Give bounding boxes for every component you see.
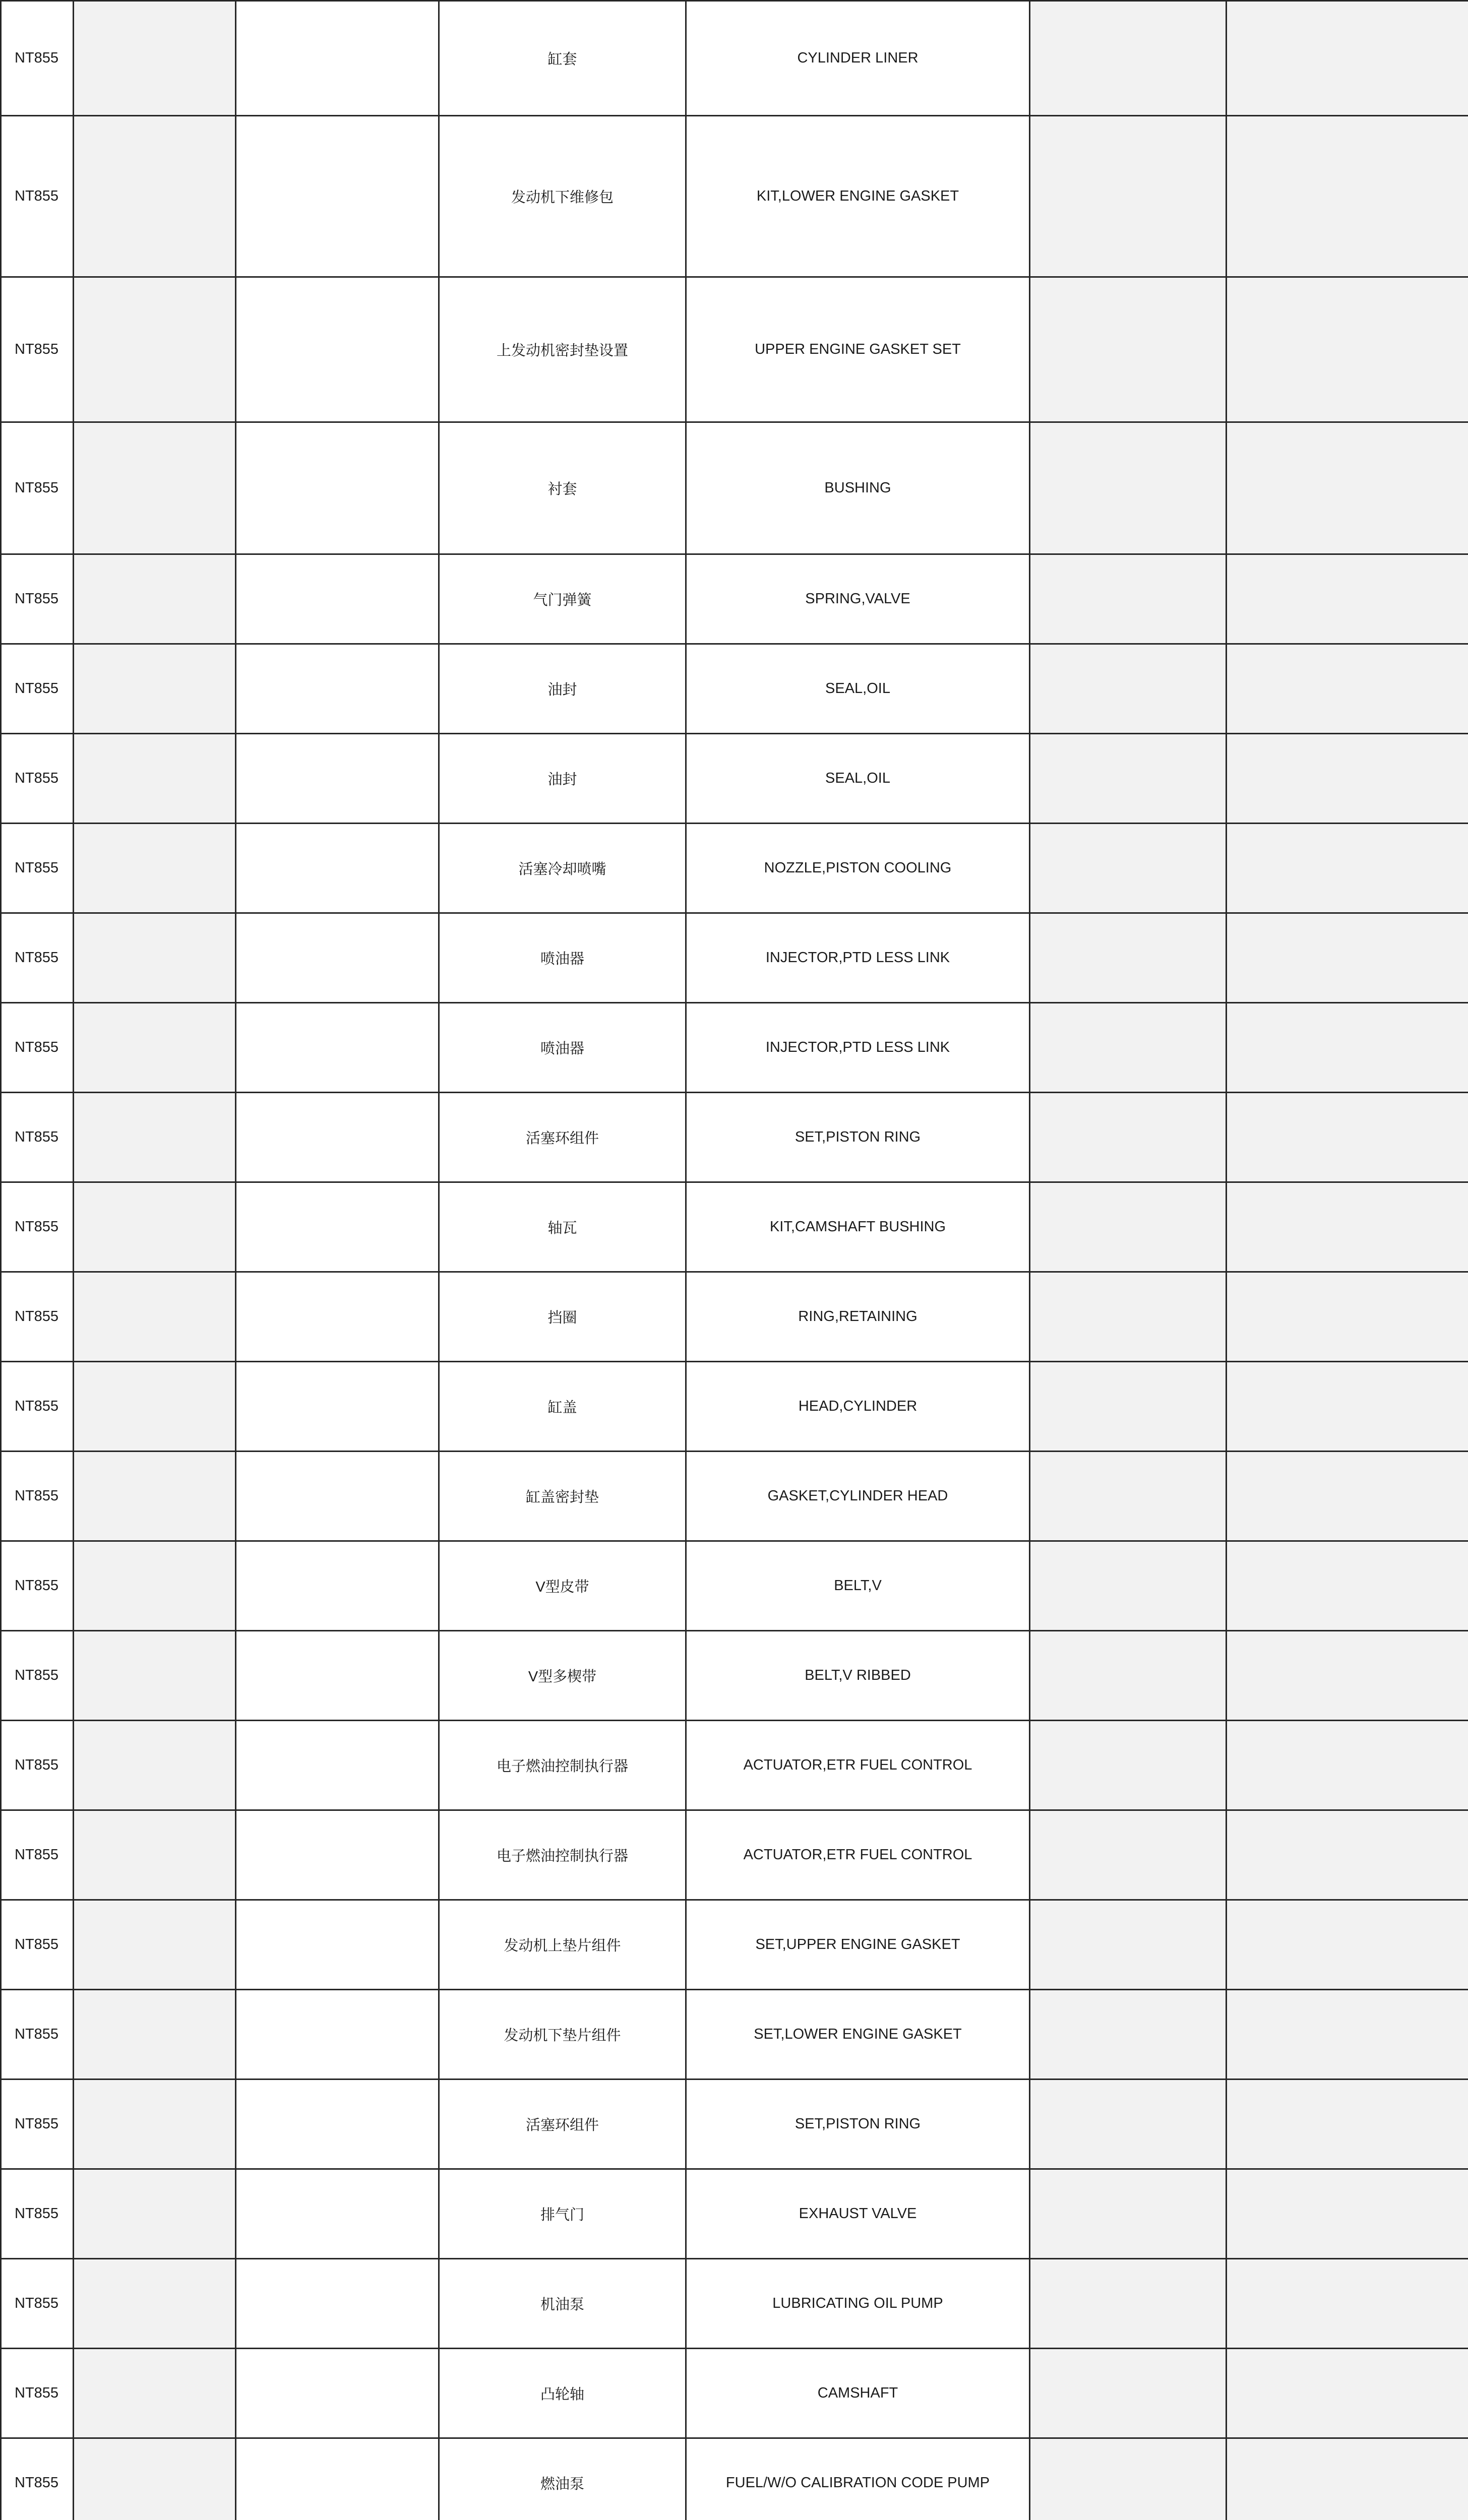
- model-cell: NT855: [1, 1093, 74, 1182]
- empty-cell: [1227, 1541, 1468, 1631]
- chinese-name-cell: V型皮带: [439, 1541, 686, 1631]
- empty-cell: [1030, 644, 1227, 734]
- table-row: [1, 277, 1468, 422]
- english-name-cell: BELT,V RIBBED: [686, 1631, 1030, 1721]
- empty-cell: [1227, 1810, 1468, 1900]
- empty-cell: [1030, 1182, 1227, 1272]
- table-row: [1, 1093, 1468, 1182]
- chinese-name-cell: 发动机上垫片组件: [439, 1900, 686, 1990]
- empty-cell: [1030, 1541, 1227, 1631]
- model-cell: NT855: [1, 734, 74, 824]
- chinese-name-cell: 缸盖密封垫: [439, 1452, 686, 1541]
- chinese-name-cell: V型多楔带: [439, 1631, 686, 1721]
- empty-cell: [1030, 554, 1227, 644]
- empty-cell: [1227, 1631, 1468, 1721]
- empty-cell: [74, 1721, 236, 1810]
- chinese-name-cell: 缸套: [439, 1, 686, 116]
- empty-cell: [1030, 2169, 1227, 2259]
- empty-cell: [236, 913, 439, 1003]
- empty-cell: [1030, 913, 1227, 1003]
- empty-cell: [1030, 1272, 1227, 1362]
- chinese-name-cell: 燃油泵: [439, 2438, 686, 2520]
- english-name-cell: BUSHING: [686, 422, 1030, 554]
- empty-cell: [1030, 1362, 1227, 1452]
- parts-table-body: [1, 1, 1468, 2520]
- table-row: [1, 2169, 1468, 2259]
- empty-cell: [236, 2080, 439, 2169]
- chinese-name-cell: 活塞环组件: [439, 2080, 686, 2169]
- chinese-name-cell: 缸盖: [439, 1362, 686, 1452]
- empty-cell: [74, 1452, 236, 1541]
- empty-cell: [74, 2259, 236, 2349]
- table-row: [1, 1362, 1468, 1452]
- model-cell: NT855: [1, 1182, 74, 1272]
- model-cell: NT855: [1, 2169, 74, 2259]
- model-cell: NT855: [1, 277, 74, 422]
- empty-cell: [236, 1452, 439, 1541]
- english-name-cell: CYLINDER LINER: [686, 1, 1030, 116]
- english-name-cell: SET,PISTON RING: [686, 1093, 1030, 1182]
- empty-cell: [1227, 422, 1468, 554]
- table-row: [1, 913, 1468, 1003]
- empty-cell: [74, 1900, 236, 1990]
- model-cell: NT855: [1, 913, 74, 1003]
- empty-cell: [236, 1093, 439, 1182]
- empty-cell: [1030, 2080, 1227, 2169]
- empty-cell: [236, 2259, 439, 2349]
- table-row: [1, 1990, 1468, 2080]
- model-cell: NT855: [1, 1990, 74, 2080]
- english-name-cell: HEAD,CYLINDER: [686, 1362, 1030, 1452]
- empty-cell: [74, 1, 236, 116]
- empty-cell: [1030, 116, 1227, 277]
- model-cell: NT855: [1, 2080, 74, 2169]
- empty-cell: [1227, 2438, 1468, 2520]
- empty-cell: [1030, 1900, 1227, 1990]
- table-row: [1, 1631, 1468, 1721]
- empty-cell: [1227, 1, 1468, 116]
- empty-cell: [1227, 2080, 1468, 2169]
- model-cell: NT855: [1, 422, 74, 554]
- empty-cell: [236, 1362, 439, 1452]
- empty-cell: [1030, 1093, 1227, 1182]
- empty-cell: [236, 2169, 439, 2259]
- model-cell: NT855: [1, 2259, 74, 2349]
- chinese-name-cell: 轴瓦: [439, 1182, 686, 1272]
- table-row: [1, 1272, 1468, 1362]
- table-row: [1, 1541, 1468, 1631]
- empty-cell: [74, 1990, 236, 2080]
- english-name-cell: SET,UPPER ENGINE GASKET: [686, 1900, 1030, 1990]
- empty-cell: [1227, 2349, 1468, 2438]
- empty-cell: [236, 2438, 439, 2520]
- empty-cell: [74, 1541, 236, 1631]
- english-name-cell: ACTUATOR,ETR FUEL CONTROL: [686, 1721, 1030, 1810]
- empty-cell: [74, 2349, 236, 2438]
- table-row: [1, 554, 1468, 644]
- empty-cell: [74, 1003, 236, 1093]
- empty-cell: [1227, 2259, 1468, 2349]
- chinese-name-cell: 气门弹簧: [439, 554, 686, 644]
- model-cell: NT855: [1, 1003, 74, 1093]
- empty-cell: [236, 824, 439, 913]
- table-row: [1, 2259, 1468, 2349]
- empty-cell: [1227, 1990, 1468, 2080]
- empty-cell: [1227, 1900, 1468, 1990]
- chinese-name-cell: 排气门: [439, 2169, 686, 2259]
- empty-cell: [1227, 1003, 1468, 1093]
- empty-cell: [74, 1093, 236, 1182]
- model-cell: NT855: [1, 824, 74, 913]
- empty-cell: [236, 1003, 439, 1093]
- english-name-cell: NOZZLE,PISTON COOLING: [686, 824, 1030, 913]
- empty-cell: [236, 116, 439, 277]
- empty-cell: [74, 913, 236, 1003]
- empty-cell: [1227, 734, 1468, 824]
- empty-cell: [1030, 422, 1227, 554]
- english-name-cell: KIT,LOWER ENGINE GASKET: [686, 116, 1030, 277]
- chinese-name-cell: 发动机下维修包: [439, 116, 686, 277]
- english-name-cell: GASKET,CYLINDER HEAD: [686, 1452, 1030, 1541]
- empty-cell: [74, 422, 236, 554]
- empty-cell: [1227, 913, 1468, 1003]
- model-cell: NT855: [1, 644, 74, 734]
- model-cell: NT855: [1, 1631, 74, 1721]
- english-name-cell: INJECTOR,PTD LESS LINK: [686, 913, 1030, 1003]
- empty-cell: [1030, 734, 1227, 824]
- empty-cell: [1227, 116, 1468, 277]
- empty-cell: [74, 1810, 236, 1900]
- empty-cell: [74, 734, 236, 824]
- table-row: [1, 1721, 1468, 1810]
- empty-cell: [236, 422, 439, 554]
- table-row: [1, 1810, 1468, 1900]
- empty-cell: [236, 1721, 439, 1810]
- empty-cell: [236, 644, 439, 734]
- empty-cell: [1227, 1452, 1468, 1541]
- empty-cell: [236, 1541, 439, 1631]
- model-cell: NT855: [1, 1362, 74, 1452]
- empty-cell: [236, 1182, 439, 1272]
- model-cell: NT855: [1, 2349, 74, 2438]
- chinese-name-cell: 发动机下垫片组件: [439, 1990, 686, 2080]
- chinese-name-cell: 活塞环组件: [439, 1093, 686, 1182]
- table-row: [1, 2438, 1468, 2520]
- chinese-name-cell: 喷油器: [439, 913, 686, 1003]
- empty-cell: [1030, 2349, 1227, 2438]
- english-name-cell: SET,PISTON RING: [686, 2080, 1030, 2169]
- model-cell: NT855: [1, 554, 74, 644]
- empty-cell: [236, 554, 439, 644]
- empty-cell: [1030, 1, 1227, 116]
- table-row: [1, 1452, 1468, 1541]
- english-name-cell: EXHAUST VALVE: [686, 2169, 1030, 2259]
- model-cell: NT855: [1, 1900, 74, 1990]
- empty-cell: [74, 554, 236, 644]
- model-cell: NT855: [1, 1, 74, 116]
- english-name-cell: FUEL/W/O CALIBRATION CODE PUMP: [686, 2438, 1030, 2520]
- empty-cell: [1030, 1721, 1227, 1810]
- table-row: [1, 422, 1468, 554]
- empty-cell: [74, 1272, 236, 1362]
- empty-cell: [1030, 1810, 1227, 1900]
- chinese-name-cell: 油封: [439, 644, 686, 734]
- table-row: [1, 2349, 1468, 2438]
- english-name-cell: SEAL,OIL: [686, 734, 1030, 824]
- empty-cell: [236, 1990, 439, 2080]
- chinese-name-cell: 喷油器: [439, 1003, 686, 1093]
- chinese-name-cell: 机油泵: [439, 2259, 686, 2349]
- empty-cell: [74, 277, 236, 422]
- chinese-name-cell: 活塞冷却喷嘴: [439, 824, 686, 913]
- chinese-name-cell: 电子燃油控制执行器: [439, 1810, 686, 1900]
- empty-cell: [74, 1182, 236, 1272]
- empty-cell: [1227, 1093, 1468, 1182]
- empty-cell: [1227, 277, 1468, 422]
- empty-cell: [1030, 277, 1227, 422]
- english-name-cell: KIT,CAMSHAFT BUSHING: [686, 1182, 1030, 1272]
- empty-cell: [1227, 554, 1468, 644]
- english-name-cell: ACTUATOR,ETR FUEL CONTROL: [686, 1810, 1030, 1900]
- chinese-name-cell: 凸轮轴: [439, 2349, 686, 2438]
- model-cell: NT855: [1, 1272, 74, 1362]
- model-cell: NT855: [1, 116, 74, 277]
- model-cell: NT855: [1, 2438, 74, 2520]
- english-name-cell: CAMSHAFT: [686, 2349, 1030, 2438]
- empty-cell: [74, 116, 236, 277]
- table-row: [1, 734, 1468, 824]
- table-row: [1, 2080, 1468, 2169]
- empty-cell: [1227, 1182, 1468, 1272]
- empty-cell: [236, 1631, 439, 1721]
- empty-cell: [236, 1900, 439, 1990]
- empty-cell: [236, 1810, 439, 1900]
- chinese-name-cell: 挡圈: [439, 1272, 686, 1362]
- empty-cell: [74, 824, 236, 913]
- table-row: [1, 824, 1468, 913]
- table-row: [1, 644, 1468, 734]
- empty-cell: [236, 734, 439, 824]
- empty-cell: [1030, 1631, 1227, 1721]
- empty-cell: [236, 1272, 439, 1362]
- chinese-name-cell: 衬套: [439, 422, 686, 554]
- empty-cell: [1030, 824, 1227, 913]
- empty-cell: [74, 2080, 236, 2169]
- english-name-cell: SPRING,VALVE: [686, 554, 1030, 644]
- empty-cell: [1227, 1362, 1468, 1452]
- model-cell: NT855: [1, 1810, 74, 1900]
- empty-cell: [74, 644, 236, 734]
- english-name-cell: LUBRICATING OIL PUMP: [686, 2259, 1030, 2349]
- empty-cell: [74, 1362, 236, 1452]
- empty-cell: [236, 277, 439, 422]
- empty-cell: [74, 2438, 236, 2520]
- table-row: [1, 1003, 1468, 1093]
- empty-cell: [1030, 1452, 1227, 1541]
- chinese-name-cell: 上发动机密封垫设置: [439, 277, 686, 422]
- empty-cell: [1227, 2169, 1468, 2259]
- empty-cell: [1227, 644, 1468, 734]
- model-cell: NT855: [1, 1541, 74, 1631]
- empty-cell: [1030, 1003, 1227, 1093]
- empty-cell: [1227, 1721, 1468, 1810]
- empty-cell: [1030, 1990, 1227, 2080]
- table-row: [1, 1, 1468, 116]
- empty-cell: [1227, 1272, 1468, 1362]
- chinese-name-cell: 油封: [439, 734, 686, 824]
- table-row: [1, 116, 1468, 277]
- empty-cell: [1030, 2438, 1227, 2520]
- english-name-cell: RING,RETAINING: [686, 1272, 1030, 1362]
- table-row: [1, 1182, 1468, 1272]
- english-name-cell: BELT,V: [686, 1541, 1030, 1631]
- empty-cell: [74, 1631, 236, 1721]
- empty-cell: [74, 2169, 236, 2259]
- english-name-cell: SET,LOWER ENGINE GASKET: [686, 1990, 1030, 2080]
- model-cell: NT855: [1, 1452, 74, 1541]
- empty-cell: [236, 1, 439, 116]
- model-cell: NT855: [1, 1721, 74, 1810]
- table-row: [1, 1900, 1468, 1990]
- english-name-cell: SEAL,OIL: [686, 644, 1030, 734]
- chinese-name-cell: 电子燃油控制执行器: [439, 1721, 686, 1810]
- english-name-cell: INJECTOR,PTD LESS LINK: [686, 1003, 1030, 1093]
- empty-cell: [1030, 2259, 1227, 2349]
- empty-cell: [1227, 824, 1468, 913]
- english-name-cell: UPPER ENGINE GASKET SET: [686, 277, 1030, 422]
- empty-cell: [236, 2349, 439, 2438]
